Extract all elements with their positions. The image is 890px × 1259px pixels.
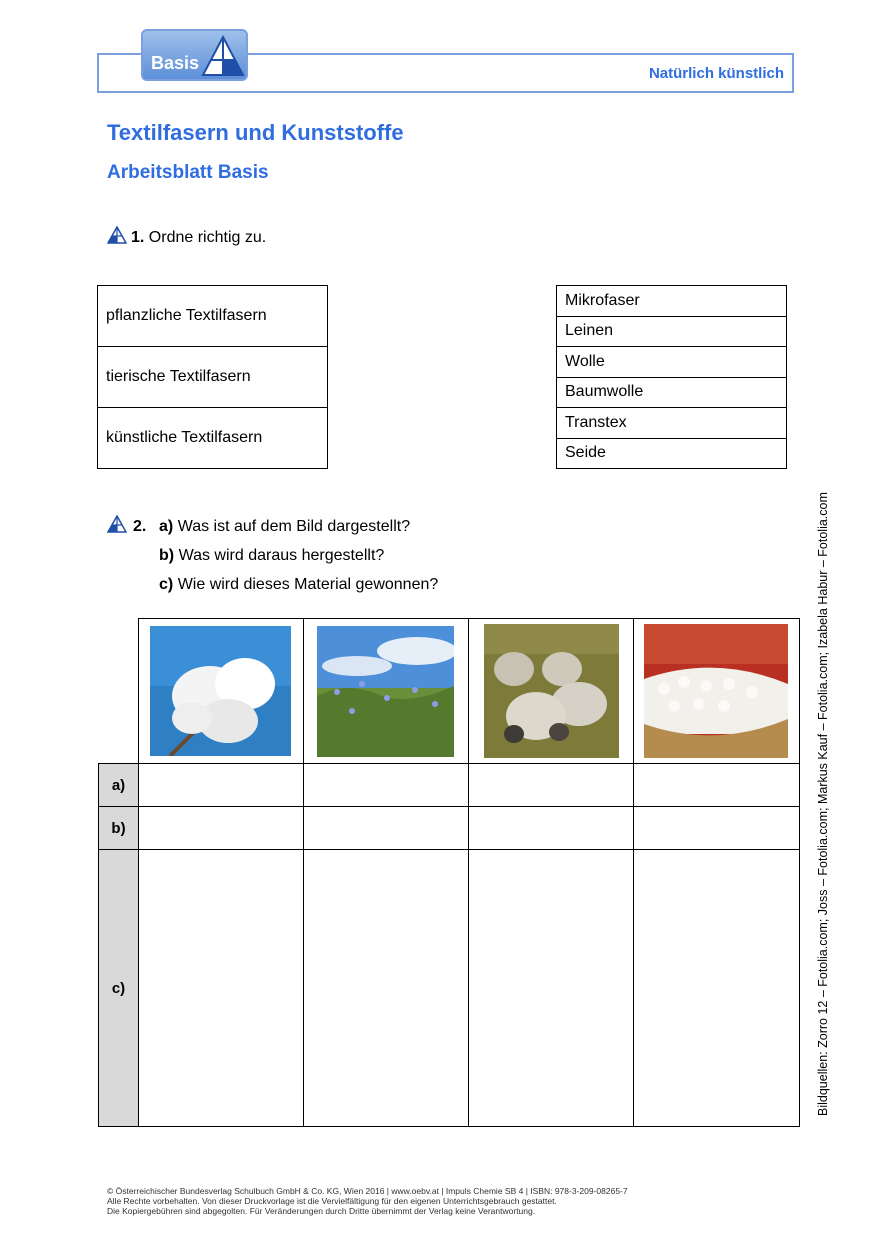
question-text: Was ist auf dem Bild dargestellt? (177, 518, 411, 535)
row-label-a: a) (98, 763, 139, 807)
material-cell[interactable]: Seide (557, 438, 787, 469)
answer-cell[interactable] (633, 806, 800, 850)
task2-question-c (159, 576, 438, 594)
task2-number (133, 518, 146, 536)
question-label: a) (159, 518, 174, 535)
material-cell[interactable]: Mikrofaser (557, 286, 787, 317)
answer-cell[interactable] (138, 763, 304, 807)
category-table (97, 285, 328, 469)
sheep-photo (484, 624, 619, 758)
footer-line: Die Kopiergebühren sind abgegolten. Für Veränderungen durch Dritte übernimmt der Verlag keine Verantwortung. (107, 1206, 536, 1216)
header-title: Natürlich künstlich (648, 65, 784, 82)
material-cell[interactable]: Baumwolle (557, 377, 787, 408)
answer-cell[interactable] (468, 806, 634, 850)
task1-text: Ordne richtig zu. (148, 229, 267, 246)
category-cell[interactable]: künstliche Textilfasern (98, 408, 328, 469)
row-label-c: c) (98, 849, 139, 1127)
row-label-b: b) (98, 806, 139, 850)
answer-cell[interactable] (633, 763, 800, 807)
difficulty-triangle-icon (107, 226, 127, 244)
answer-cell[interactable] (303, 806, 469, 850)
category-cell[interactable]: tierische Textilfasern (98, 347, 328, 408)
material-cell[interactable]: Transtex (557, 408, 787, 439)
basis-logo (141, 29, 248, 81)
cotton-boll-photo (150, 626, 291, 756)
page-subtitle: Arbeitsblatt Basis (107, 162, 269, 183)
page-title: Textilfasern und Kunststoffe (107, 120, 404, 145)
question-text: Wie wird dieses Material gewonnen? (177, 576, 439, 593)
image-credits: Bildquellen: Zorro 12 – Fotolia.com; Joss – Fotolia.com; Markus Kauf – Fotolia.com; Izabela Habur – Fotolia.com (816, 492, 830, 1116)
task2-question-b (159, 547, 384, 565)
triangle-logo-icon (201, 33, 245, 77)
task2-number-text: 2. (133, 518, 147, 535)
footer-line: © Österreichischer Bundesverlag Schulbuch GmbH & Co. KG, Wien 2016 | www.oebv.at | Impuls Chemie SB 4 | ISBN: 978-3-209-08265-7 (107, 1186, 628, 1196)
answer-cell[interactable] (468, 849, 634, 1127)
answer-cell[interactable] (303, 849, 469, 1127)
difficulty-triangle-icon (107, 515, 127, 533)
task1-instruction (131, 229, 266, 247)
answer-cell[interactable] (468, 763, 634, 807)
answer-cell[interactable] (138, 849, 304, 1127)
answer-cell[interactable] (633, 849, 800, 1127)
material-cell[interactable]: Leinen (557, 316, 787, 347)
category-cell[interactable]: pflanzliche Textilfasern (98, 286, 328, 347)
task1-number: 1. (131, 229, 145, 246)
task2-question-a (159, 518, 410, 536)
silk-cocoons-basket-photo (644, 624, 788, 758)
answer-cell[interactable] (303, 763, 469, 807)
flax-field-photo (317, 626, 454, 757)
logo-text: Basis (151, 53, 200, 73)
footer-line: Alle Rechte vorbehalten. Von dieser Druckvorlage ist die Vervielfältigung für den eigenen Unterrichtsgebrauch gestattet. (107, 1196, 557, 1206)
footer (107, 1186, 628, 1216)
question-text: Was wird daraus hergestellt? (178, 547, 385, 564)
question-label: c) (159, 576, 174, 593)
question-label: b) (159, 547, 175, 564)
answer-cell[interactable] (138, 806, 304, 850)
material-cell[interactable]: Wolle (557, 347, 787, 378)
material-table (556, 285, 787, 469)
